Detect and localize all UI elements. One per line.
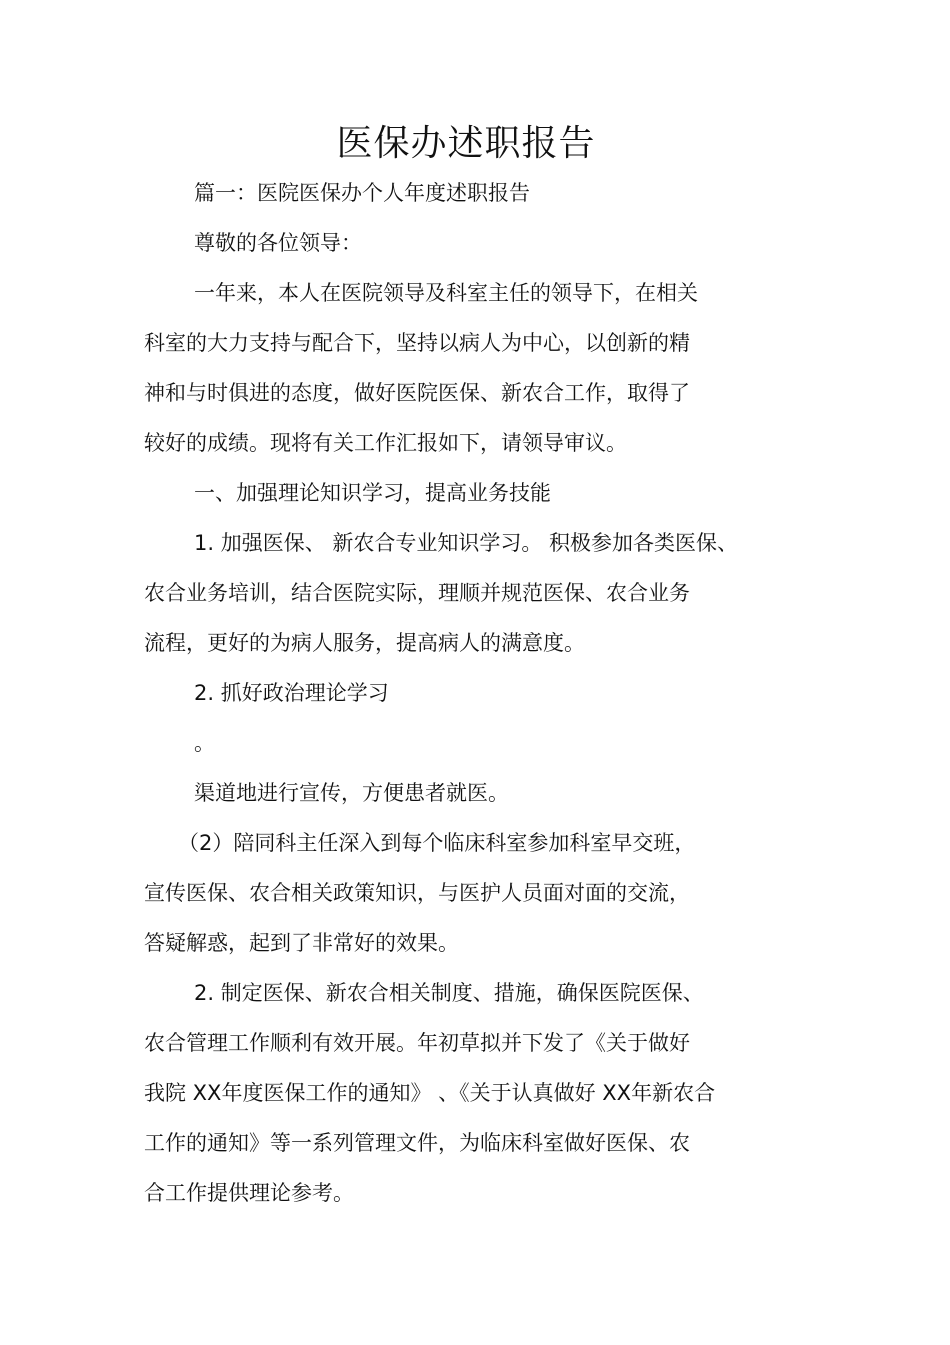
- paragraph-line: 流程，更好的为病人服务，提高病人的满意度。: [144, 631, 585, 655]
- paragraph-line: 。: [194, 731, 215, 755]
- paragraph-line: 合工作提供理论参考。: [144, 1181, 354, 1205]
- paragraph-line: 农合管理工作顺利有效开展。年初草拟并下发了《关于做好: [144, 1031, 690, 1055]
- paragraph-line: 一年来，本人在医院领导及科室主任的领导下，在相关: [194, 281, 698, 305]
- paragraph-line: 渠道地进行宣传，方便患者就医。: [194, 781, 509, 805]
- paragraph-line: 科室的大力支持与配合下，坚持以病人为中心，以创新的精: [144, 331, 690, 355]
- paragraph-line: （2）陪同科主任深入到每个临床科室参加科室早交班，: [178, 831, 696, 855]
- paragraph-line: 神和与时俱进的态度，做好医院医保、新农合工作，取得了: [144, 381, 690, 405]
- paragraph-line: 答疑解惑，起到了非常好的效果。: [144, 931, 459, 955]
- paragraph-line: 2. 抓好政治理论学习: [194, 681, 389, 705]
- paragraph-line: 农合业务培训，结合医院实际，理顺并规范医保、农合业务: [144, 581, 690, 605]
- paragraph-line: 工作的通知》等一系列管理文件，为临床科室做好医保、农: [144, 1131, 690, 1155]
- section-heading: 篇一：医院医保办个人年度述职报告: [194, 181, 530, 205]
- salutation: 尊敬的各位领导：: [194, 231, 362, 255]
- paragraph-line: 宣传医保、农合相关政策知识，与医护人员面对面的交流，: [144, 881, 690, 905]
- paragraph-line: 1. 加强医保、 新农合专业知识学习。 积极参加各类医保、: [194, 531, 739, 555]
- subsection-heading: 一、加强理论知识学习，提高业务技能: [194, 481, 551, 505]
- paragraph-line: 较好的成绩。现将有关工作汇报如下，请领导审议。: [144, 431, 627, 455]
- paragraph-line: 2. 制定医保、新农合相关制度、措施，确保医院医保、: [194, 981, 704, 1005]
- document-title: 医保办述职报告: [336, 123, 596, 164]
- paragraph-line: 我院 XX年度医保工作的通知》 、《关于认真做好 XX年新农合: [144, 1081, 716, 1105]
